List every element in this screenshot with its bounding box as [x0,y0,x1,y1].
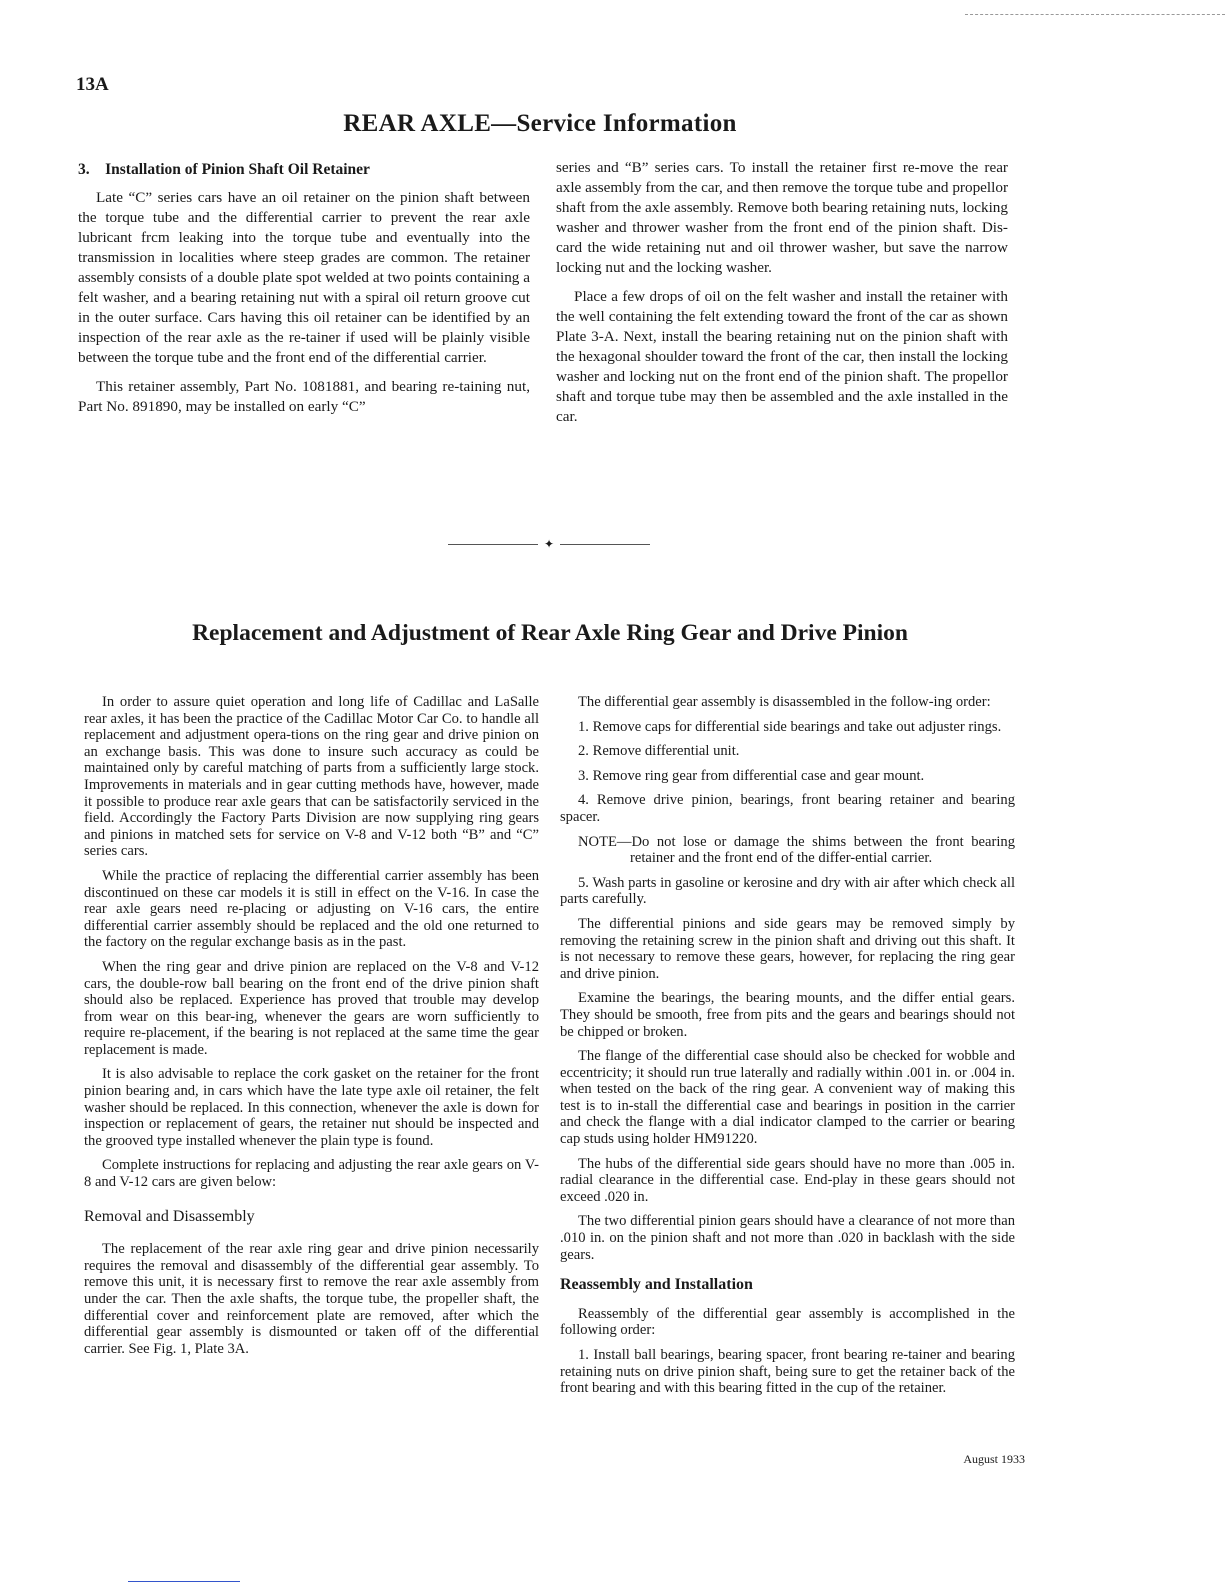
ornament-icon: ✦ [543,537,555,551]
section2-paragraph: The two differential pinion gears should have a clearance of not more than .010 in. on the pinion shaft and not more than .020 in backlash with the side gears. [560,1213,1015,1263]
section2-title: Replacement and Adjustment of Rear Axle Ring Gear and Drive Pinion [192,620,908,646]
section1-right-column [556,158,1008,436]
page-title: REAR AXLE—Service Information [343,110,737,137]
page-date: August 1933 [963,1452,1025,1466]
disassembly-step: 1. Remove caps for differential side bearings and take out adjuster rings. [578,718,1002,735]
section-divider [448,537,650,551]
page-number: 13A [76,74,109,95]
removal-paragraph: The replacement of the rear axle ring gear and drive pinion necessarily requires the removal and disassembly of the differential gear assembly. To remove this unit, it is necessary first to remove the rear axle assembly from under the car. Then the axle shafts, the torque tube, the propeller shaft, the differential cover and reinforcement plate are removed, after which the differential gear assembly is dismounted or taken off of the differential carrier. See Fig. 1, Plate 3A. [84,1241,539,1357]
disassembly-step: 5. Wash parts in gasoline or kerosine and dry with air after which check all parts carefully. [560,874,1015,908]
section1-paragraph: Late “C” series cars have an oil retainer on the pinion shaft between the torque tube and the differential carrier to prevent the rear axle lubricant frcm leaking into the torque tube and eventually into the transmission in localities where steep grades are common. The retainer assembly consists of a double plate spot welded at two points containing a felt washer, and a bearing retaining nut with a spiral oil return groove cut in the outer surface. Cars having this oil retainer can be identified by an inspection of the rear axle as the re-tainer if used will be plainly visible between the torque tube and the front end of the differential carrier. [78,189,530,366]
section2-paragraph: The differential pinions and side gears may be removed simply by removing the retaining screw in the pinion shaft and driving out this shaft. It is not necessary to remove these gears, however, for replacing the ring gear and drive pinion. [560,915,1015,982]
disassembly-intro: The differential gear assembly is disassembled in the follow-ing order: [578,694,991,710]
removal-heading: Removal and Disassembly [84,1207,255,1225]
section2-paragraph: Complete instructions for replacing and adjusting the rear axle gears on V-8 and V-12 cars are given below: [84,1157,539,1191]
disassembly-step: 2. Remove differential unit. [578,743,740,760]
section2-paragraph: While the practice of replacing the differential carrier assembly has been discontinued on these car models it is still in effect on the V-16. In case the rear axle gears need re-placing or adjusting on V-16 cars, the entire differential carrier assembly should be replaced and the old one returned to the factory on the regular exchange basis as in the past. [84,867,539,951]
link-underline [128,1581,240,1582]
section1-paragraph: This retainer assembly, Part No. 1081881, and bearing re-taining nut, Part No. 891890, may be installed on early “C” [78,378,530,415]
scan-edge-mark [965,14,1225,15]
section2-paragraph: The flange of the differential case should also be checked for wobble and eccentricity; it should run true laterally and radially within .001 in. or .004 in. when tested on the back of the ring gear. A convenient way of making this test is to in-stall the differential case and bearings in position in the carrier and check the flange with a dial indicator clamped to the carrier or bearing cap studs using holder HM91220. [560,1048,1015,1148]
reassembly-heading: Reassembly and Installation [560,1276,753,1294]
section2-paragraph: In order to assure quiet operation and long life of Cadillac and LaSalle rear axles, it has been the practice of the Cadillac Motor Car Co. to handle all replacement and adjustment opera-tions on the ring gear and drive pinion on an exchange basis. This was done to insure such accuracy as could be maintained only by careful matching of parts from a sufficiently large stock. Improvements in materials and in gear cutting methods have, however, made it possible to produce rear axle gears that can be satisfactorily serviced in the field. Accordingly the Factory Parts Division are now supplying ring gears and pinions in matched sets for service on V-8 and V-12 both “B” and “C” series cars. [84,694,539,860]
note: NOTE—Do not lose or damage the shims between the front bearing retainer and the front end of the differ-ential carrier. [578,833,1015,867]
section1-paragraph: series and “B” series cars. To install the retainer first re-move the rear axle assembly from the car, and then remove the torque tube and propellor shaft from the axle assembly. Remove both bearing retaining nuts, locking washer and thrower washer from the front end of the pinion shaft. Dis-card the wide retaining nut and oil thrower washer, but save the narrow locking nut and the locking washer. [556,159,1008,276]
section2-paragraph: The hubs of the differential side gears should have no more than .005 in. radial clearance in the differential case. End-play in these gears should not exceed .020 in. [560,1155,1015,1205]
section2-paragraph: It is also advisable to replace the cork gasket on the retainer for the front pinion bearing and, in cars which have the late type axle oil retainer, the felt washer should be replaced. In this connection, whenever the axle is down for inspection or replacement of gears, the retainer nut should be inspected and the grooved type installed whenever the plain type is found. [84,1066,539,1149]
disassembly-step: 3. Remove ring gear from differential case and gear mount. [578,767,925,784]
reassembly-step: 1. Install ball bearings, bearing spacer, front bearing re-tainer and bearing retaining nuts on drive pinion shaft, being sure to get the retainer back of the front bearing and with this bearing fitted in the cup of the retainer. [560,1347,1015,1397]
section1-heading: 3. Installation of Pinion Shaft Oil Retainer [78,161,370,178]
reassembly-intro: Reassembly of the differential gear assembly is accomplished in the following order: [560,1305,1015,1339]
section2-paragraph: When the ring gear and drive pinion are replaced on the V-8 and V-12 cars, the double-row ball bearing on the front end of the drive pinion shaft should also be replaced. Experience has proved that trouble may develop from wear on this bear-ing, whenever the gears are worn sufficiently to require re-placement, if the bearing is not replaced at the same time the gear replacement is made. [84,958,539,1058]
section1-paragraph: Place a few drops of oil on the felt washer and install the retainer with the well containing the felt extending toward the front of the car as shown Plate 3-A. Next, install the bearing retaining nut on the pinion shaft with the hexagonal shoulder toward the front of the car, then install the locking washer and locking nut on the front end of the pinion shaft. The propellor shaft and torque tube may then be assembled and the axle installed in the car. [556,288,1008,425]
section2-left-column [84,694,539,1365]
section2-right-column [560,694,1015,1405]
disassembly-step: 4. Remove drive pinion, bearings, front bearing retainer and bearing spacer. [560,792,1015,825]
section1-left-column [78,160,530,426]
section2-paragraph: Examine the bearings, the bearing mounts, and the differ ential gears. They should be smooth, free from pits and the gears and bearings should not be chipped or broken. [560,990,1015,1040]
